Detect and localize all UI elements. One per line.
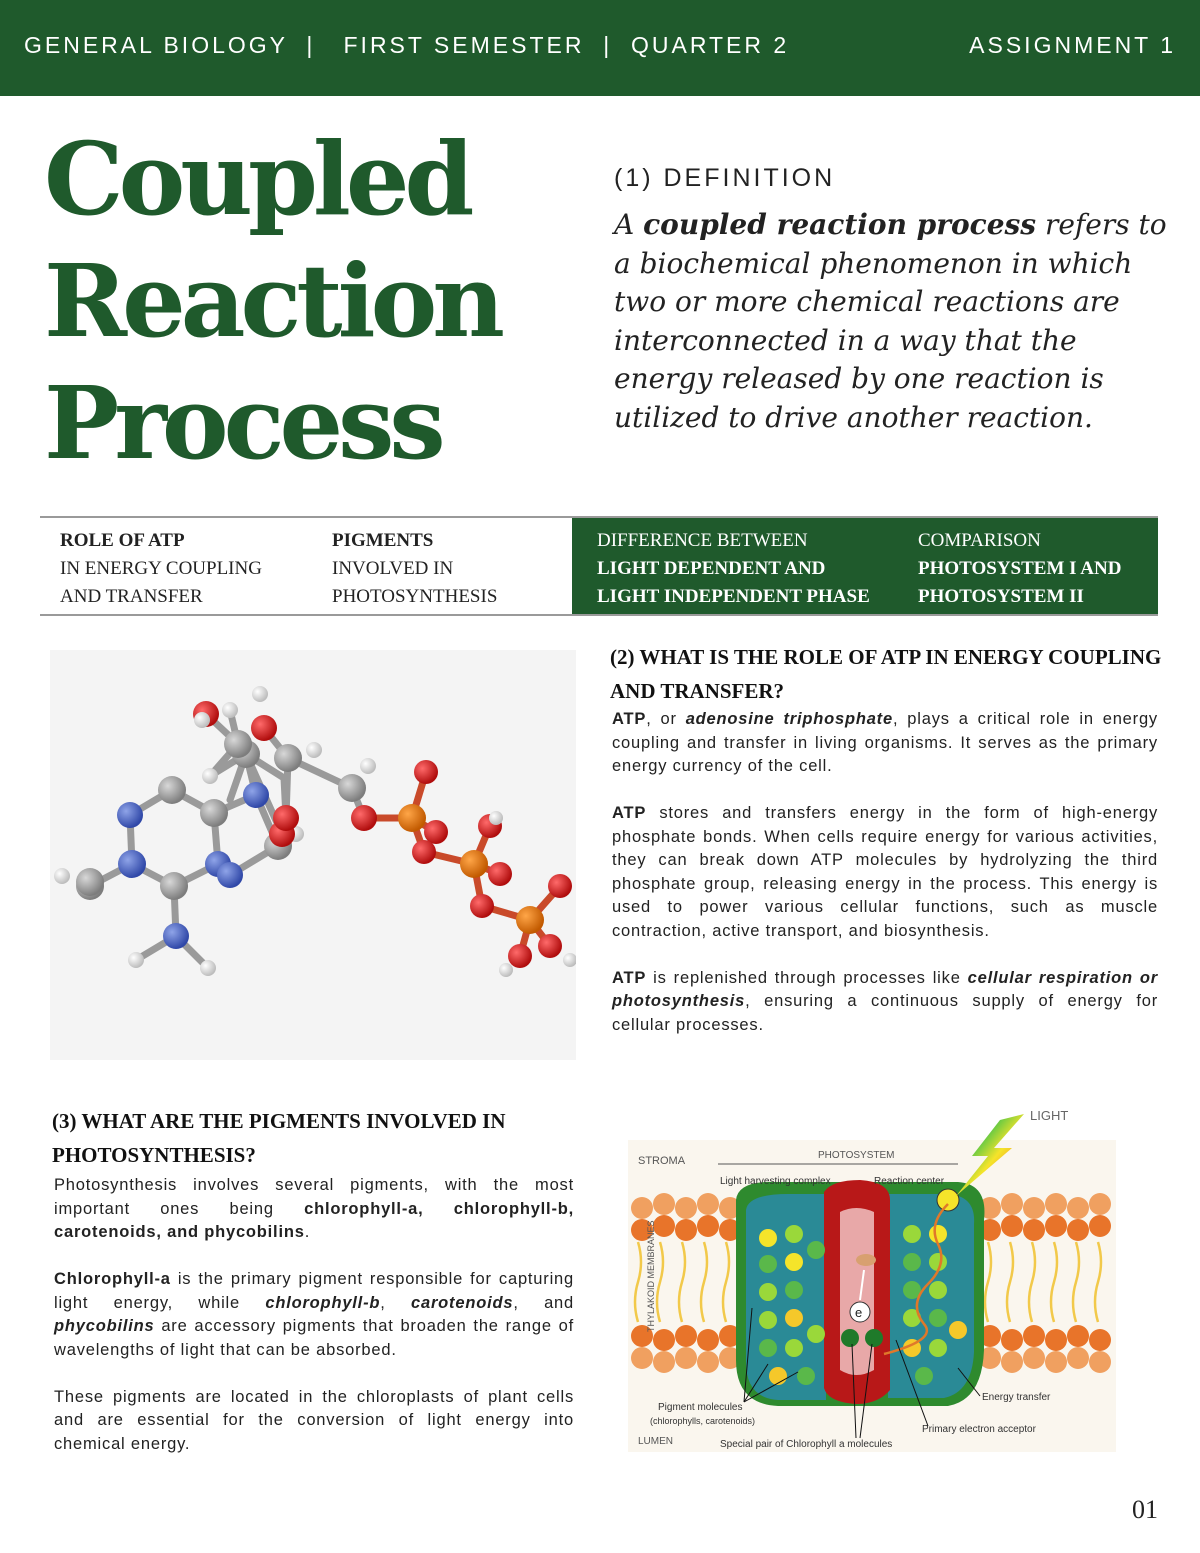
section-2-paragraph-1 [612, 708, 1158, 779]
section-3-body [54, 1174, 574, 1480]
nav-item-comparison[interactable] [918, 527, 1121, 611]
section-2-paragraph-2 [612, 802, 1158, 943]
nav-comparison-line3: PHOTOSYSTEM II [918, 586, 1084, 607]
primary-acceptor-label: Primary electron acceptor [922, 1424, 1036, 1435]
section-3-paragraph-3: These pigments are located in the chloroplasts of plant cells and are essential for the conversion of light energy into chemical energy. [54, 1387, 574, 1453]
s3p1-a: Photosynthesis involves several pigments, with the most important ones being [54, 1176, 574, 1218]
nav-item-pigments[interactable] [332, 527, 497, 611]
reaction-center-label: Reaction center [874, 1176, 945, 1187]
header-assignment: ASSIGNMENT 1 [969, 32, 1176, 58]
chlorophyll-a-term: Chlorophyll-a [54, 1270, 171, 1288]
header-band [0, 0, 1200, 96]
s3p1-c: . [304, 1223, 311, 1241]
section-3-paragraph-2 [54, 1268, 574, 1362]
atp-molecule-svg [50, 650, 576, 1060]
nav-difference-line2: LIGHT DEPENDENT AND [597, 558, 826, 579]
carotenoids-term: carotenoids [411, 1293, 514, 1312]
lhc-label: Light harvesting complex [720, 1176, 831, 1187]
nav-difference-line3: LIGHT INDEPENDENT PHASE [597, 586, 870, 607]
phycobilins-term: phycobilins [54, 1317, 155, 1335]
section-3-paragraph-1 [54, 1174, 574, 1245]
nav-atp-line3: AND TRANSFER [60, 586, 203, 607]
atp-term-2: ATP [612, 804, 647, 822]
pigments-list: chlorophyll-a, chlorophyll-b, carotenoids, and phycobilins [54, 1199, 575, 1241]
header-course: GENERAL BIOLOGY | FIRST SEMESTER | QUARTER 2 [24, 32, 790, 58]
photosystem-label: PHOTOSYSTEM [818, 1150, 895, 1161]
thylakoid-label: THYLAKOID MEMBRANES [646, 1220, 656, 1332]
section-2-paragraph-3 [612, 967, 1158, 1038]
definition-post: refers to a biochemical phenomenon in which two or more chemical reactions are interconnected in a way that the energy released by one reaction is utilized to drive another reaction. [614, 208, 1167, 434]
section-3-title: (3) WHAT ARE THE PIGMENTS INVOLVED IN PHOTOSYNTHESIS? [52, 1109, 506, 1167]
nav-item-atp[interactable] [60, 527, 262, 611]
section-2-body [612, 708, 1158, 1061]
title-line-1: Coupled [44, 120, 470, 238]
nav-difference-line1: DIFFERENCE BETWEEN [597, 530, 808, 551]
title-line-3: Process [44, 364, 441, 482]
s3p2-b: is the primary pigment responsible for capturing light energy, while [54, 1270, 574, 1312]
light-label: LIGHT [1030, 1108, 1069, 1123]
nav-divider-bottom [40, 614, 1158, 616]
nav-pigments-line2: INVOLVED IN [332, 558, 454, 579]
nav-atp-line2: IN ENERGY COUPLING [60, 558, 262, 579]
nav-comparison-line2: PHOTOSYSTEM I AND [918, 558, 1122, 579]
nav-pigments-line1: PIGMENTS [332, 530, 434, 551]
chlorophyll-b-term: chlorophyll-b [265, 1293, 381, 1312]
s2p2-b: stores and transfers energy in the form of high-energy phosphate bonds. When cells require energy for various activities, they can break down ATP molecules by hydrolyzing the third phosphate group, releasing energy in the process. This energy is used to power various cellular functions, such as muscle contraction, active transport, and biosynthesis. [612, 804, 1158, 940]
adenosine-term: adenosine triphosphate [685, 710, 893, 728]
title-line-2: Reaction [44, 242, 500, 360]
nav-atp-line1: ROLE OF ATP [60, 530, 185, 551]
stroma-label: STROMA [638, 1155, 686, 1167]
s3p2-f: , and [513, 1293, 574, 1312]
pigment-label-2: (chlorophylls, carotenoids) [650, 1416, 756, 1426]
electron-label: e [855, 1305, 863, 1320]
respiration-term: cellular respiration or photosynthesis [612, 968, 1159, 1010]
definition-term: coupled reaction process [643, 208, 1037, 241]
special-pair-label: Special pair of Chlorophyll a molecules [720, 1439, 893, 1450]
atp-molecule-image [50, 650, 576, 1060]
definition-pre: A [614, 208, 644, 241]
photosystem-svg [628, 1100, 1116, 1452]
section-2-title: (2) WHAT IS THE ROLE OF ATP IN ENERGY COUPLING AND TRANSFER? [610, 645, 1162, 703]
lumen-label: LUMEN [638, 1436, 674, 1447]
pigment-label-1: Pigment molecules [658, 1402, 743, 1413]
s2p3-b: is replenished through processes like [646, 968, 968, 987]
energy-transfer-label: Energy transfer [982, 1392, 1051, 1403]
page-title [44, 118, 564, 484]
s2p1-b: , or [646, 710, 686, 728]
definition-text [614, 206, 1174, 437]
definition-heading: (1) DEFINITION [614, 164, 836, 192]
s2p1-d: , plays a critical role in energy coupling and transfer in living organisms. It serves as the primary energy currency of the cell. [612, 710, 1158, 775]
page-number: 01 [1132, 1495, 1158, 1524]
s3p2-d: , [380, 1293, 411, 1312]
atp-term-3: ATP [612, 968, 647, 987]
s3p2-h: are accessory pigments that broaden the range of wavelengths of light that can be absorbed. [54, 1317, 574, 1359]
s2p3-d: , ensuring a continuous supply of energy for cellular processes. [612, 992, 1158, 1034]
atp-term: ATP [612, 710, 647, 728]
nav-comparison-line1: COMPARISON [918, 530, 1041, 551]
photosystem-diagram [628, 1100, 1116, 1452]
nav-item-difference[interactable] [597, 527, 870, 611]
nav-pigments-line3: PHOTOSYNTHESIS [332, 586, 498, 607]
